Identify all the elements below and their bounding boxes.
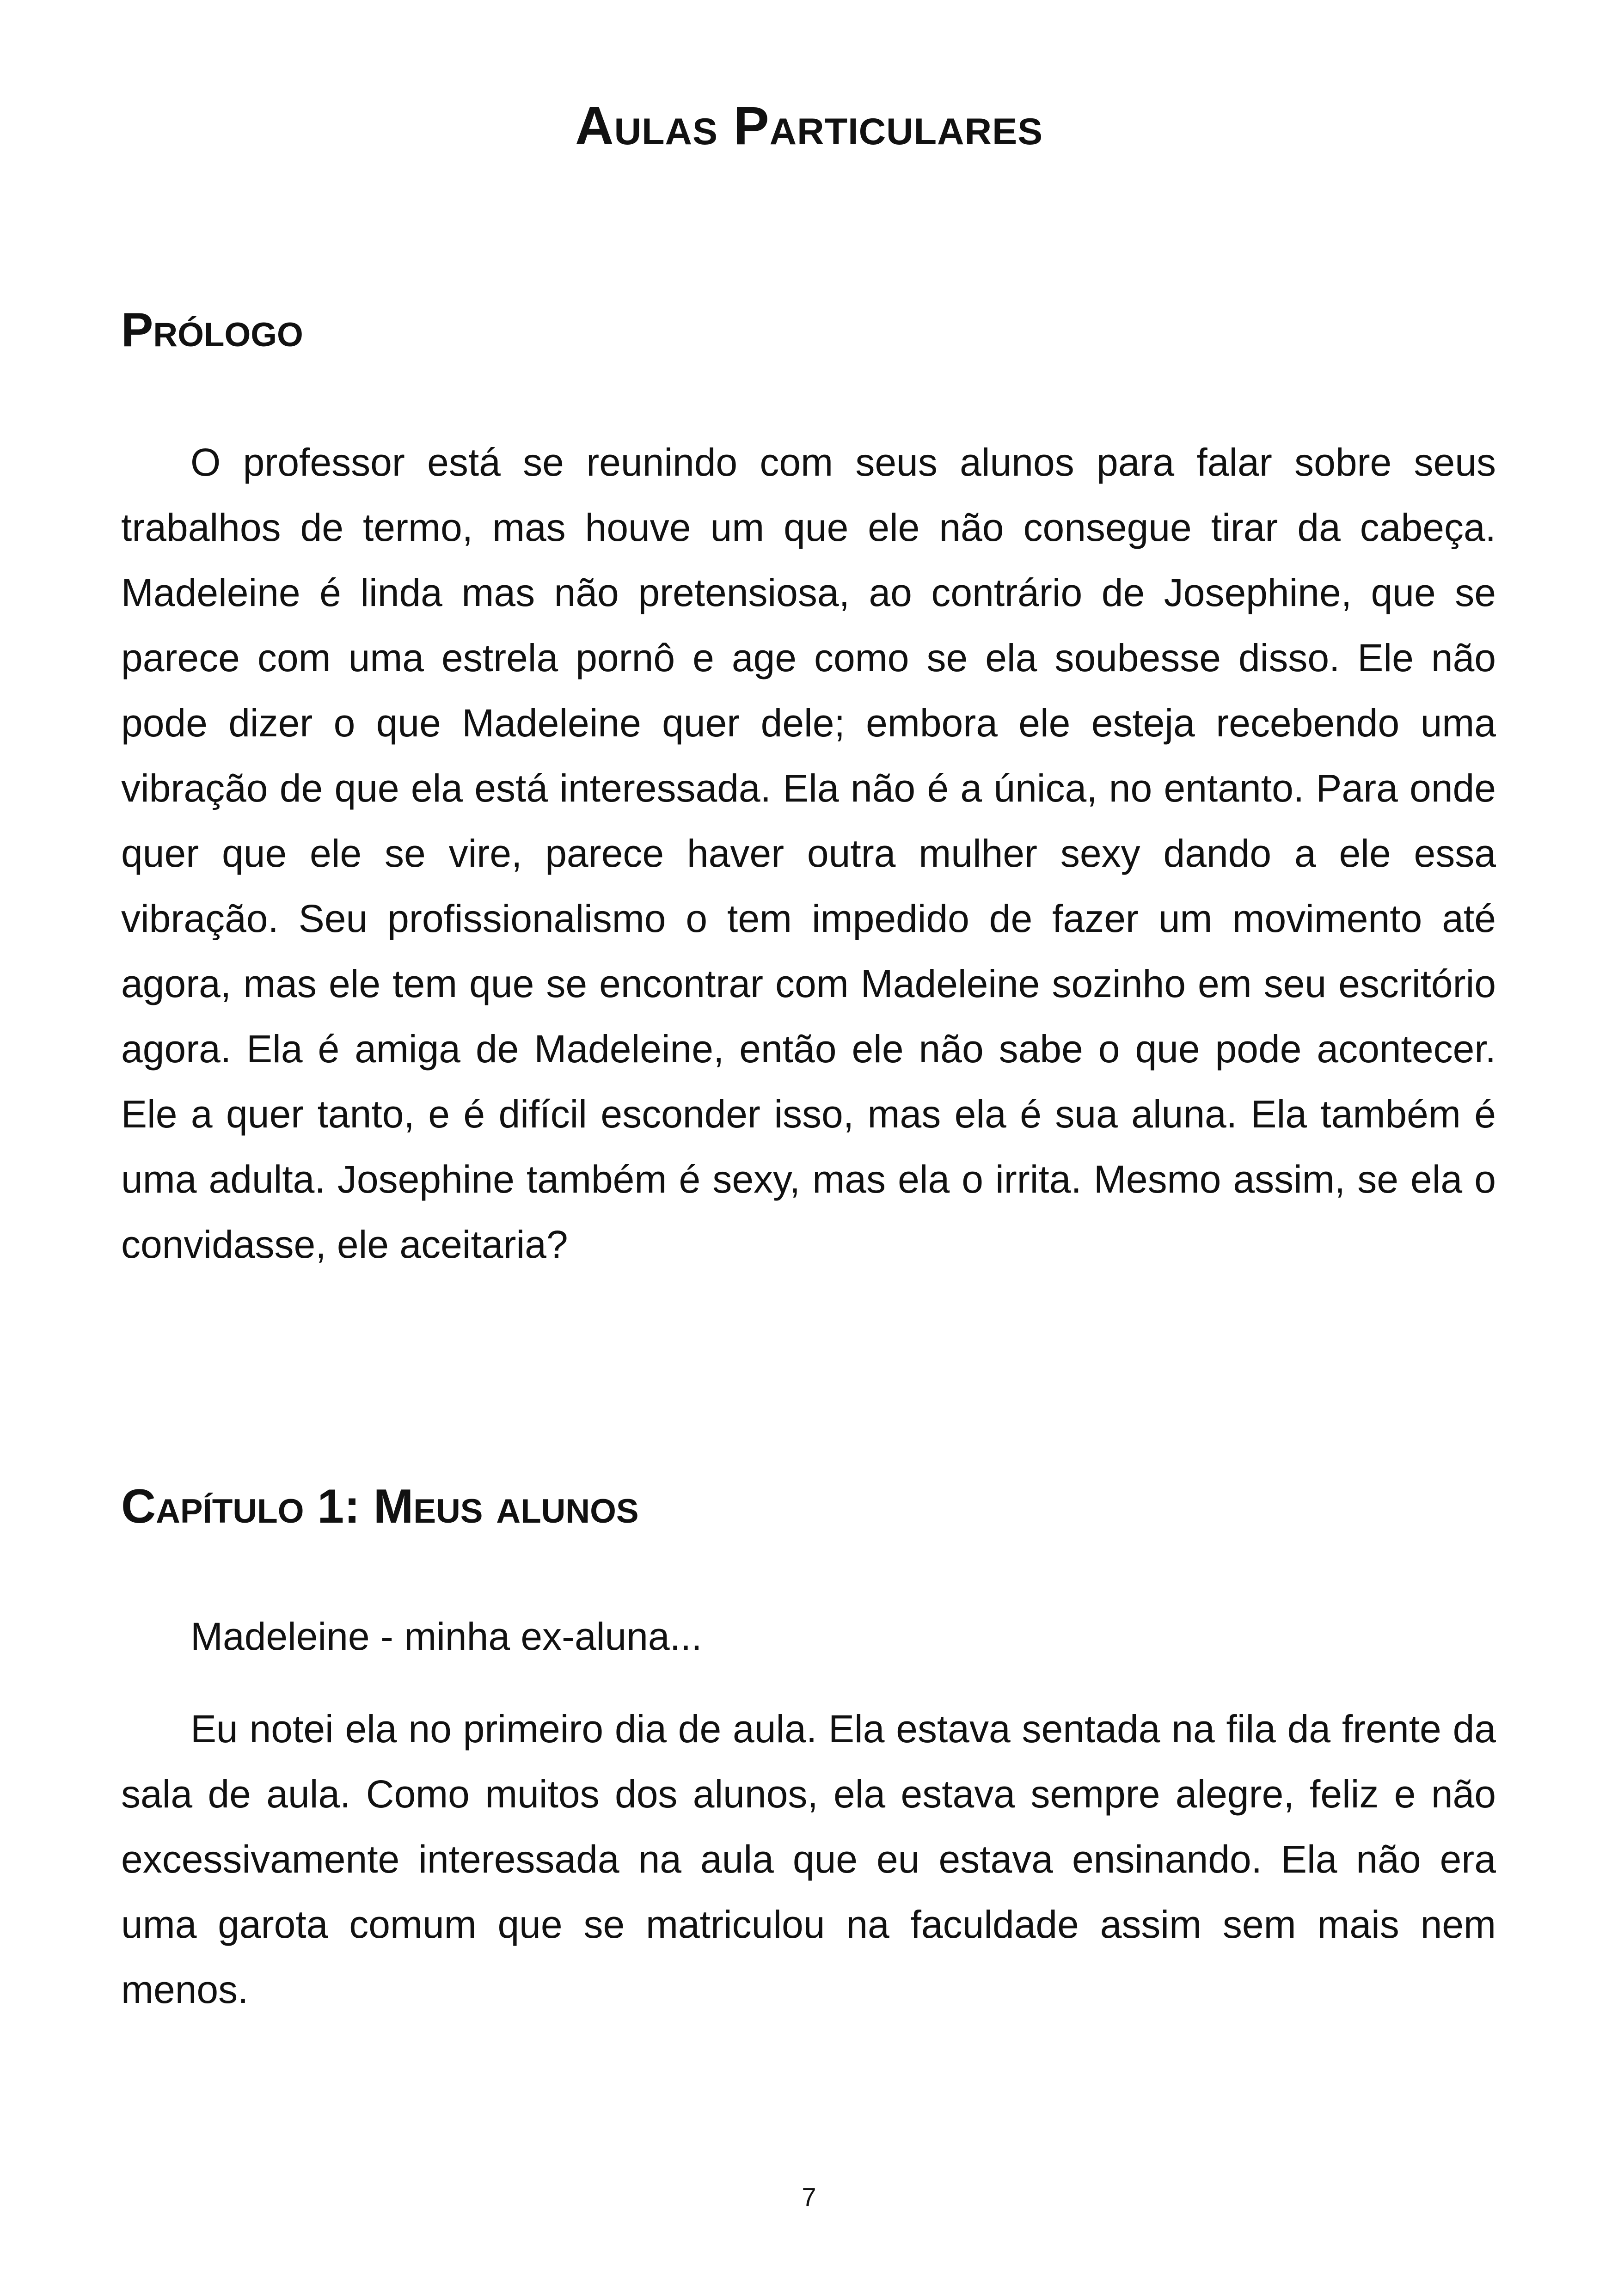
chapter-1-paragraph-2: Eu notei ela no primeiro dia de aula. Ela estava sentada na fila da frente da sala de aula. Como muitos dos alunos, ela estava sempre alegre, feliz e não excessivamente interessada na aula que eu estava ensinando. Ela não era uma garota comum que se matriculou na faculdade assim sem mais nem menos. [121, 1707, 1496, 2011]
chapter-1-heading: Capítulo 1: Meus alunos [121, 1480, 639, 1533]
chapter-1-paragraph-1: Madeleine - minha ex-aluna... [190, 1615, 702, 1658]
book-title: Aulas Particulares [575, 96, 1043, 156]
page-number: 7 [802, 2182, 816, 2211]
prologue-paragraph: O professor está se reunindo com seus alunos para falar sobre seus trabalhos de termo, mas houve um que ele não consegue tirar da cabeça. Madeleine é linda mas não pretensiosa, ao contrário de Josephine, que se parece com uma estrela pornô e age como se ela soubesse disso. Ele não pode dizer o que Madeleine quer dele; embora ele esteja recebendo uma vibração de que ela está interessada. Ela não é a única, no entanto. Para onde quer que ele se vire, parece haver outra mulher sexy dando a ele essa vibração. Seu profissionalismo o tem impedido de fazer um movimento até agora, mas ele tem que se encontrar com Madeleine sozinho em seu escritório agora. Ela é amiga de Madeleine, então ele não sabe o que pode acontecer. Ele a quer tanto, e é difícil esconder isso, mas ela é sua aluna. Ela também é uma adulta. Josephine também é sexy, mas ela o irrita. Mesmo assim, se ela o convidasse, ele aceitaria? [121, 441, 1496, 1266]
prologue-heading: Prólogo [121, 303, 303, 357]
